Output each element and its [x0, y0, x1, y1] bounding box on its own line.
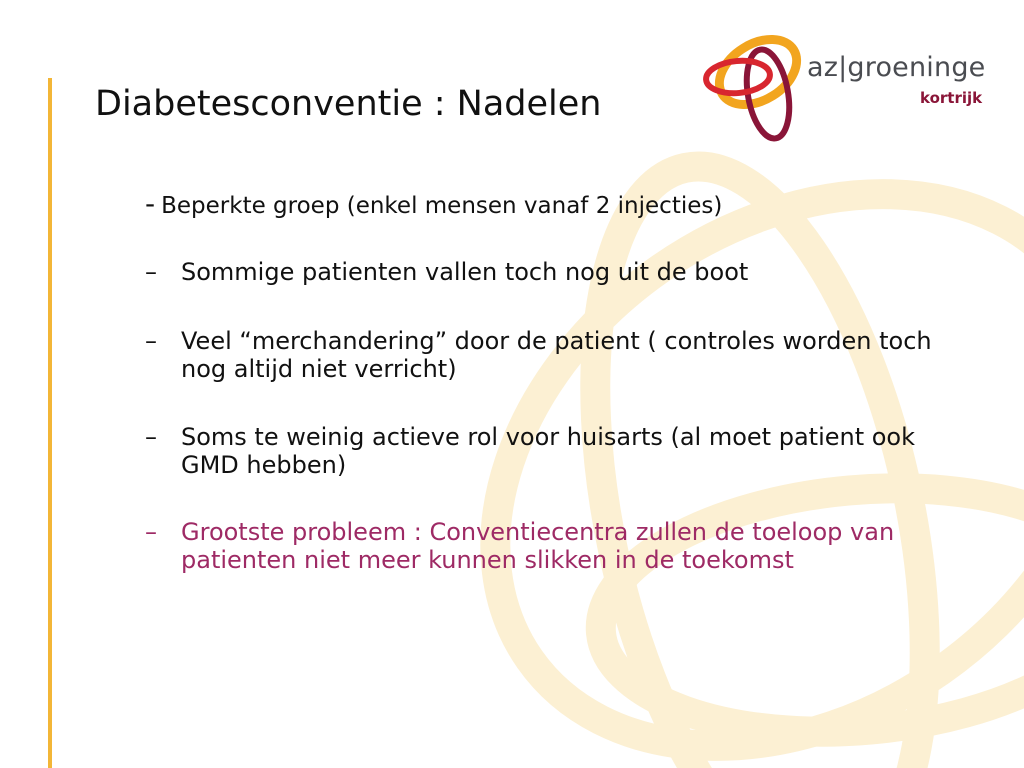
bullet-marker: – — [145, 423, 157, 451]
bullet-item — [145, 423, 945, 479]
intro-line — [145, 187, 965, 220]
bullet-text: Soms te weinig actieve rol voor huisarts (al moet patient ook GMD hebben) — [181, 423, 916, 479]
logo-emblem-icon — [698, 22, 808, 144]
bullet-marker: – — [145, 327, 157, 355]
az-groeninge-logo — [698, 22, 988, 144]
bullet-item-highlight — [145, 518, 945, 574]
bullet-text: Veel “merchandering” door de patient ( controles worden toch nog altijd niet verricht) — [181, 327, 932, 383]
bullet-item — [145, 327, 945, 383]
intro-text: Beperkte groep (enkel mensen vanaf 2 injecties) — [161, 193, 723, 219]
logo-city: kortrijk — [920, 89, 983, 107]
bullet-item — [145, 258, 945, 286]
intro-marker: - — [145, 187, 156, 220]
slide-title: Diabetesconventie : Nadelen — [95, 84, 602, 124]
logo-name: az|groeninge — [807, 52, 986, 83]
bullet-marker: – — [145, 258, 157, 286]
bullet-text: Sommige patienten vallen toch nog uit de boot — [181, 258, 749, 286]
bullet-text: Grootste probleem : Conventiecentra zullen de toeloop van patienten niet meer kunnen slikken in de toekomst — [181, 518, 895, 574]
left-accent-rule — [48, 78, 52, 768]
bullet-marker: – — [145, 518, 157, 546]
